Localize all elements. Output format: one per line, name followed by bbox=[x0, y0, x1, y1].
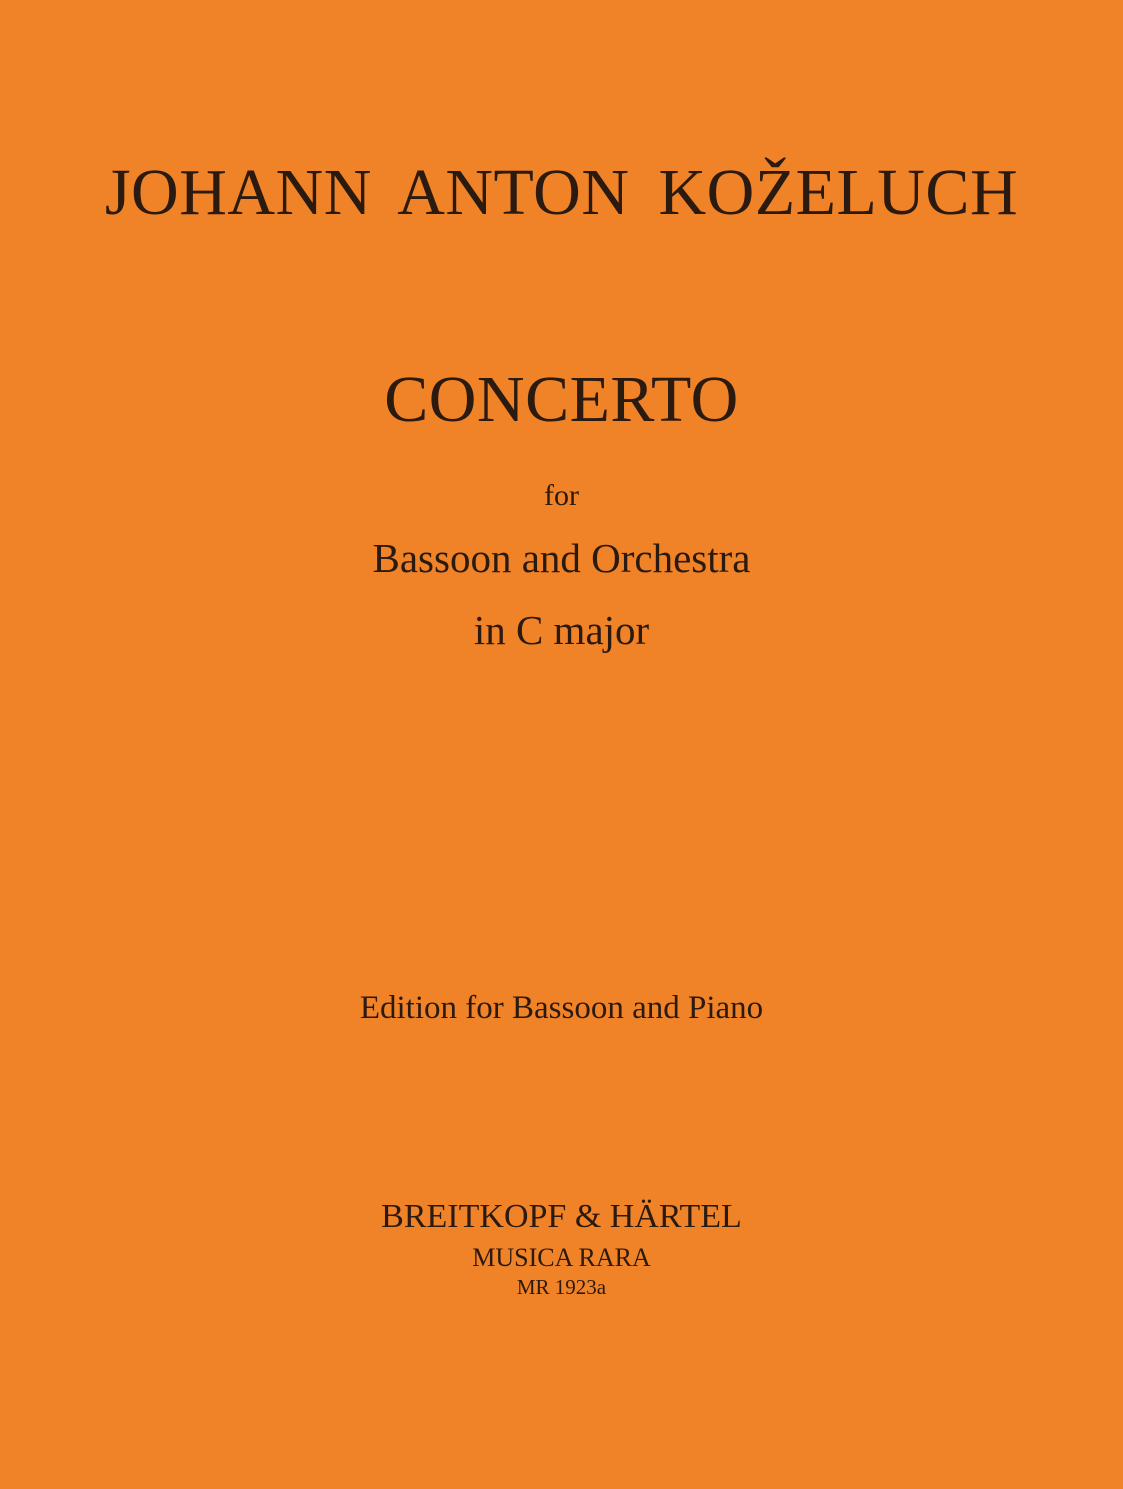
for-label: for bbox=[544, 479, 579, 512]
series-name: MUSICA RARA bbox=[472, 1243, 651, 1272]
publisher-name: BREITKOPF & HÄRTEL bbox=[381, 1198, 742, 1235]
composer-name: JOHANN ANTON KOŽELUCH bbox=[104, 156, 1019, 229]
work-title: CONCERTO bbox=[384, 363, 739, 436]
catalog-number: MR 1923a bbox=[516, 1275, 607, 1299]
instrumentation: Bassoon and Orchestra bbox=[372, 535, 751, 581]
key-signature: in C major bbox=[473, 607, 650, 653]
edition-note: Edition for Bassoon and Piano bbox=[359, 990, 764, 1026]
